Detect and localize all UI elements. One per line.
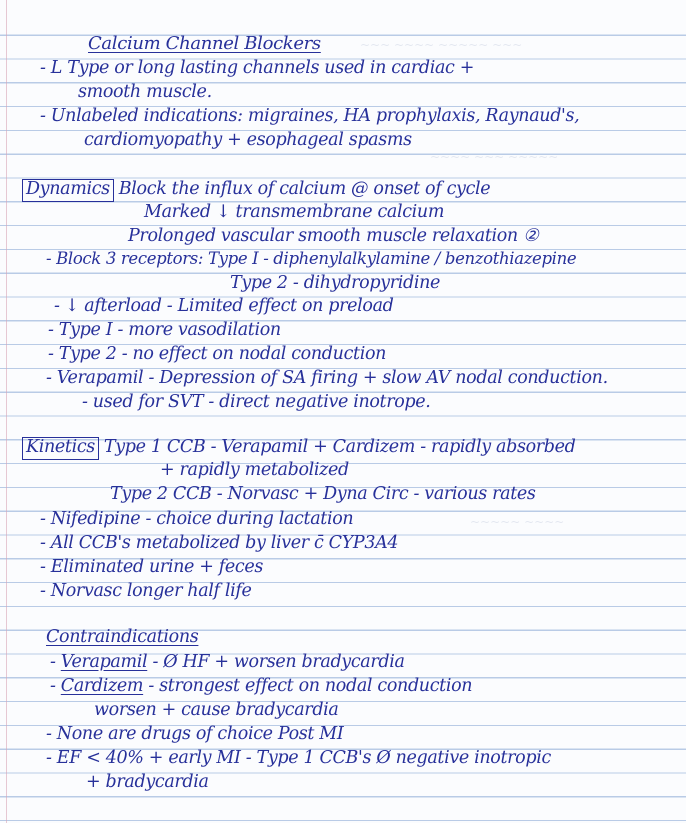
drug-name: Cardizem <box>60 676 144 696</box>
kinetics-line: - Nifedipine - choice during lactation <box>40 509 354 529</box>
dynamics-line: Type 2 - dihydropyridine <box>230 273 440 293</box>
contraindication-line: - EF < 40% + early MI - Type 1 CCB's Ø negative inotropic <box>46 748 551 768</box>
margin-line <box>6 0 7 823</box>
kinetics-label: Kinetics <box>22 437 99 460</box>
bleed-through-text: ~~~~ ~~~ ~~~~~ <box>430 150 559 164</box>
intro-line: - L Type or long lasting channels used in cardiac + <box>40 58 475 78</box>
dynamics-text: Block the influx of calcium @ onset of cycle <box>118 179 491 199</box>
contraindication-line: + bradycardia <box>86 772 209 792</box>
dynamics-line: - Type I - more vasodilation <box>48 320 281 340</box>
bleed-through-text: ~~~ ~~~~ ~~~~~ ~~~ <box>360 38 523 52</box>
dynamics-line: Marked ↓ transmembrane calcium <box>144 202 445 222</box>
kinetics-row <box>22 437 576 460</box>
dynamics-line: - used for SVT - direct negative inotrope. <box>82 392 431 412</box>
dynamics-text: Prolonged vascular smooth muscle relaxation <box>128 226 518 246</box>
contraindication-text: - strongest effect on nodal conduction <box>143 676 473 696</box>
intro-line: cardiomyopathy + esophageal spasms <box>84 130 412 150</box>
dynamics-line: - Block 3 receptors: Type I - diphenylalkylamine / benzothiazepine <box>46 249 577 268</box>
kinetics-line: Type 2 CCB - Norvasc + Dyna Circ - various rates <box>110 484 536 504</box>
drug-name: Verapamil <box>60 652 148 672</box>
intro-line: smooth muscle. <box>78 82 212 102</box>
kinetics-line: + rapidly metabolized <box>160 460 349 480</box>
dash: - <box>50 676 61 696</box>
contraindications-heading: Contraindications <box>46 627 199 647</box>
kinetics-text: Type 1 CCB - Verapamil + Cardizem - rapidly absorbed <box>103 437 576 457</box>
contraindication-line: worsen + cause bradycardia <box>94 700 339 720</box>
dynamics-line: - ↓ afterload - Limited effect on preload <box>54 296 394 316</box>
dynamics-label: Dynamics <box>22 179 114 202</box>
dynamics-row <box>22 179 490 202</box>
contraindication-row <box>50 654 405 672</box>
kinetics-line: - Eliminated urine + feces <box>40 557 264 577</box>
contraindication-text: - Ø HF + worsen bradycardia <box>147 652 405 672</box>
kinetics-line: - Norvasc longer half life <box>40 581 252 601</box>
dash: - <box>50 652 61 672</box>
dynamics-line <box>128 228 538 246</box>
page-title: Calcium Channel Blockers <box>88 33 321 54</box>
circled-number-mark: ② <box>523 226 539 246</box>
dynamics-line: - Verapamil - Depression of SA firing + slow AV nodal conduction. <box>46 368 608 388</box>
contraindication-line: - None are drugs of choice Post MI <box>46 724 344 744</box>
dynamics-line: - Type 2 - no effect on nodal conduction <box>48 344 387 364</box>
intro-line: - Unlabeled indications: migraines, HA prophylaxis, Raynaud's, <box>40 106 580 126</box>
kinetics-line: - All CCB's metabolized by liver c̄ CYP3A4 <box>40 533 399 553</box>
bleed-through-text: ~~~~~ ~~~~ <box>470 515 565 529</box>
contraindication-row <box>50 678 472 696</box>
